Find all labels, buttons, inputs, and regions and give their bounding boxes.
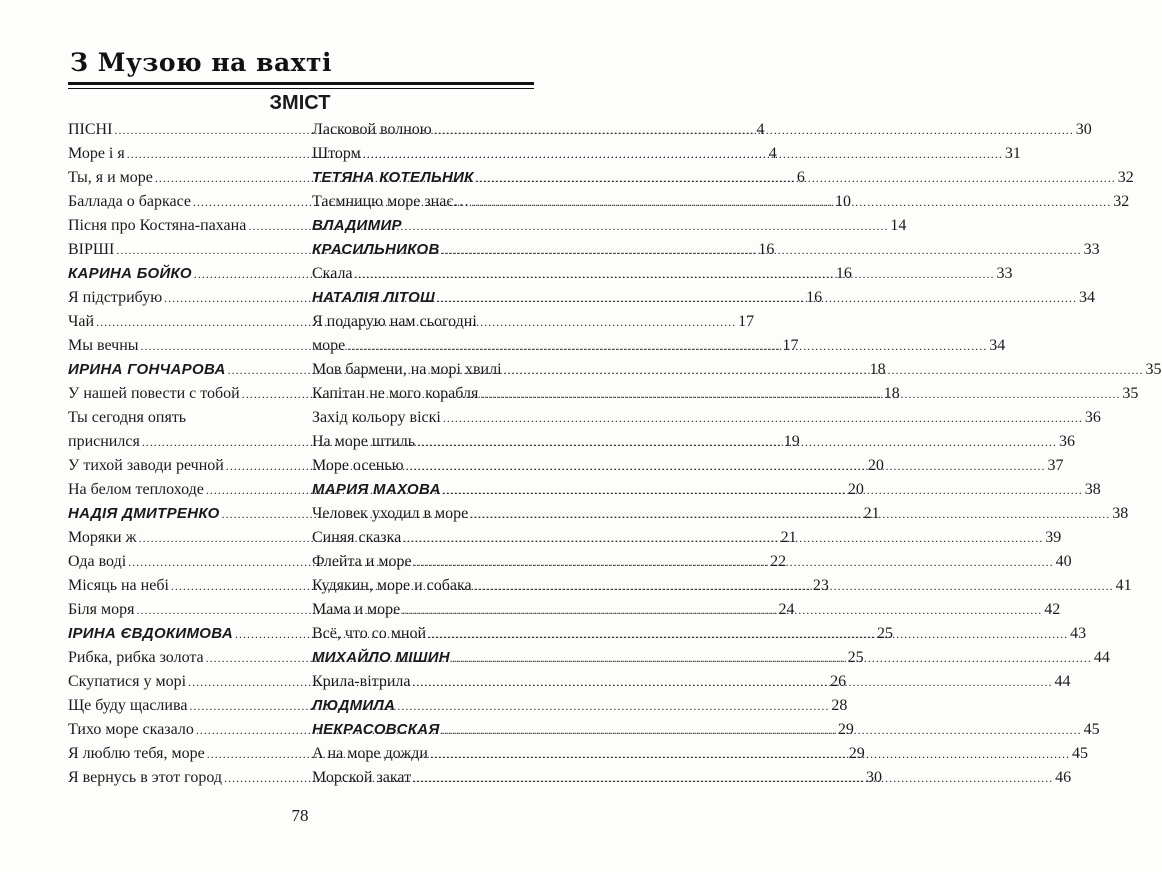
entry-title: Мы вечны xyxy=(68,337,139,354)
entry-page-number: 29 xyxy=(848,745,865,762)
entry-title: Пісня про Костяна-пахана xyxy=(68,217,247,234)
dot-leader xyxy=(480,382,1120,406)
entry-page-number: 36 xyxy=(1059,433,1076,450)
entry-page-number: 33 xyxy=(996,265,1013,282)
entry-page-number: 18 xyxy=(869,361,886,378)
entry-title: НЕКРАСОВСКАЯ xyxy=(312,721,440,738)
entry-title: Человек уходил в море xyxy=(312,505,469,522)
entry-page-number: 38 xyxy=(1112,505,1129,522)
entry-page-number: 21 xyxy=(863,505,880,522)
entry-page-number: 32 xyxy=(1117,169,1134,186)
entry-title: море xyxy=(312,337,346,354)
entry-page-number: 31 xyxy=(1004,145,1021,162)
entry-title: Капітан не мого корабля xyxy=(312,385,479,402)
dot-leader xyxy=(403,526,1043,550)
dot-leader xyxy=(413,766,1053,790)
entry-title: ІРИНА ЄВДОКИМОВА xyxy=(68,625,233,642)
dot-leader xyxy=(347,334,987,358)
entry-page-number: 10 xyxy=(835,193,852,210)
entry-title: Всё, что со мной xyxy=(312,625,427,642)
entry-title: Я підстрибую xyxy=(68,289,163,306)
entry-page-number: 18 xyxy=(883,385,900,402)
entry-title: ЛЮДМИЛА xyxy=(312,697,396,714)
entry-page-number: 35 xyxy=(1145,361,1162,378)
toc-entry xyxy=(312,406,1101,430)
entry-title: Кудякин, море и собака xyxy=(312,577,472,594)
toc-title: ЗМІСТ xyxy=(269,92,331,114)
page-number: 78 xyxy=(291,806,309,825)
entry-page-number: 38 xyxy=(1084,481,1101,498)
entry-title: ВЛАДИМИР xyxy=(312,217,402,234)
entry-page-number: 20 xyxy=(847,481,864,498)
entry-page-number: 36 xyxy=(1084,409,1101,426)
entry-title: Захід кольору віскі xyxy=(312,409,441,426)
entry-page-number: 22 xyxy=(770,553,787,570)
entry-page-number: 33 xyxy=(1083,241,1100,258)
running-title: З Музою на вахті xyxy=(70,48,333,77)
dot-leader xyxy=(417,430,1057,454)
entry-title: Ты сегодня опять xyxy=(68,409,187,426)
entry-page-number: 30 xyxy=(1075,121,1092,138)
header-rule xyxy=(68,82,534,85)
entry-page-number: 35 xyxy=(1122,385,1139,402)
entry-page-number: 23 xyxy=(812,577,829,594)
entry-title: Морской закат xyxy=(312,769,412,786)
entry-page-number: 16 xyxy=(806,289,823,306)
entry-page-number: 44 xyxy=(1054,673,1071,690)
dot-leader xyxy=(402,598,1042,622)
entry-page-number: 14 xyxy=(890,217,907,234)
dot-leader xyxy=(452,646,1092,670)
dot-leader xyxy=(437,286,1077,310)
entry-page-number: 30 xyxy=(866,769,883,786)
entry-page-number: 25 xyxy=(876,625,893,642)
entry-title: МИХАЙЛО МІШИН xyxy=(312,649,450,666)
dot-leader xyxy=(414,550,1054,574)
entry-page-number: 20 xyxy=(867,457,884,474)
entry-title: Синяя сказка xyxy=(312,529,402,546)
entry-page-number: 24 xyxy=(778,601,795,618)
entry-page-number: 26 xyxy=(830,673,847,690)
toc-author-entry xyxy=(312,694,538,718)
entry-title: У нашей повести с тобой xyxy=(68,385,240,402)
toc-author-entry xyxy=(312,214,538,238)
entry-title: КРАСИЛЬНИКОВ xyxy=(312,241,440,258)
entry-title: Моряки ж xyxy=(68,529,137,546)
entry-page-number: 4 xyxy=(756,121,765,138)
entry-title: Мама и море xyxy=(312,601,401,618)
entry-title: Скала xyxy=(312,265,353,282)
dot-leader xyxy=(355,262,995,286)
entry-page-number: 44 xyxy=(1093,649,1110,666)
entry-title: Ще буду щаслива xyxy=(68,697,188,714)
entry-title: Біля моря xyxy=(68,601,135,618)
entry-page-number: 28 xyxy=(831,697,848,714)
dot-leader xyxy=(430,742,1070,766)
entry-title: Ода воді xyxy=(68,553,127,570)
entry-title: У тихой заводи речной xyxy=(68,457,224,474)
entry-title: приснился xyxy=(68,433,140,450)
dot-leader xyxy=(442,718,1082,742)
entry-page-number: 37 xyxy=(1047,457,1064,474)
entry-title: ТЕТЯНА КОТЕЛЬНИК xyxy=(312,169,474,186)
entry-page-number: 40 xyxy=(1055,553,1072,570)
entry-page-number: 39 xyxy=(1045,529,1062,546)
entry-title: Скупатися у морі xyxy=(68,673,187,690)
entry-title: На белом теплоходе xyxy=(68,481,204,498)
dot-leader xyxy=(442,238,1082,262)
entry-page-number: 17 xyxy=(738,313,755,330)
entry-page-number: 16 xyxy=(758,241,775,258)
entry-page-number: 45 xyxy=(1083,721,1100,738)
entry-page-number: 34 xyxy=(989,337,1006,354)
entry-page-number: 43 xyxy=(1070,625,1087,642)
entry-title: Таємницю море знає… xyxy=(312,193,470,210)
entry-title: Флейта и море xyxy=(312,553,412,570)
dot-leader xyxy=(474,574,1114,598)
entry-page-number: 6 xyxy=(796,169,805,186)
entry-title: Я люблю тебя, море xyxy=(68,745,205,762)
entry-page-number: 32 xyxy=(1113,193,1130,210)
entry-page-number: 41 xyxy=(1115,577,1132,594)
entry-page-number: 45 xyxy=(1071,745,1088,762)
entry-title: Рибка, рибка золота xyxy=(68,649,204,666)
entry-title: Я подарую нам сьогодні xyxy=(312,313,477,330)
dot-leader xyxy=(504,358,1144,382)
entry-title: Шторм xyxy=(312,145,361,162)
entry-title: Чай xyxy=(68,313,95,330)
entry-title: Море і я xyxy=(68,145,125,162)
entry-title: Ты, я и море xyxy=(68,169,153,186)
entry-title: Тихо море сказало xyxy=(68,721,194,738)
toc-entry xyxy=(312,118,1092,142)
entry-title: Місяць на небі xyxy=(68,577,169,594)
entry-page-number: 46 xyxy=(1055,769,1072,786)
dot-leader xyxy=(428,622,1068,646)
toc-entry xyxy=(312,142,1021,166)
entry-title: НАДІЯ ДМИТРЕНКО xyxy=(68,505,220,522)
dot-leader xyxy=(434,118,1074,142)
dot-leader xyxy=(476,166,1116,190)
entry-title: ИРИНА ГОНЧАРОВА xyxy=(68,361,226,378)
dot-leader xyxy=(471,190,1111,214)
toc-author-entry xyxy=(312,166,1134,190)
entry-page-number: 42 xyxy=(1044,601,1061,618)
entry-title: ВІРШІ xyxy=(68,241,115,258)
entry-title: КАРИНА БОЙКО xyxy=(68,265,192,282)
entry-title: Ласковой волною xyxy=(312,121,432,138)
entry-title: Море осенью xyxy=(312,457,404,474)
entry-page-number: 21 xyxy=(780,529,797,546)
entry-title: ПІСНІ xyxy=(68,121,113,138)
entry-page-number: 4 xyxy=(768,145,777,162)
entry-title: Крила-вітрила xyxy=(312,673,411,690)
entry-page-number: 17 xyxy=(782,337,799,354)
entry-title: НАТАЛІЯ ЛІТОШ xyxy=(312,289,436,306)
entry-page-number: 19 xyxy=(783,433,800,450)
entry-title: Баллада о баркасе xyxy=(68,193,192,210)
entry-page-number: 29 xyxy=(837,721,854,738)
dot-leader xyxy=(470,502,1110,526)
dot-leader xyxy=(412,670,1052,694)
dot-leader xyxy=(406,454,1046,478)
dot-leader xyxy=(363,142,1003,166)
entry-page-number: 16 xyxy=(835,265,852,282)
entry-title: Я вернусь в этот город xyxy=(68,769,223,786)
toc-entry xyxy=(312,310,538,334)
entry-page-number: 34 xyxy=(1079,289,1096,306)
dot-leader xyxy=(443,406,1083,430)
dot-leader xyxy=(443,478,1083,502)
entry-page-number: 25 xyxy=(847,649,864,666)
entry-title: На море штиль xyxy=(312,433,416,450)
entry-title: Мов бармени, на морі хвилі xyxy=(312,361,502,378)
toc-entry xyxy=(68,406,294,430)
entry-title: А на море дожди xyxy=(312,745,428,762)
entry-title: МАРИЯ МАХОВА xyxy=(312,481,441,498)
